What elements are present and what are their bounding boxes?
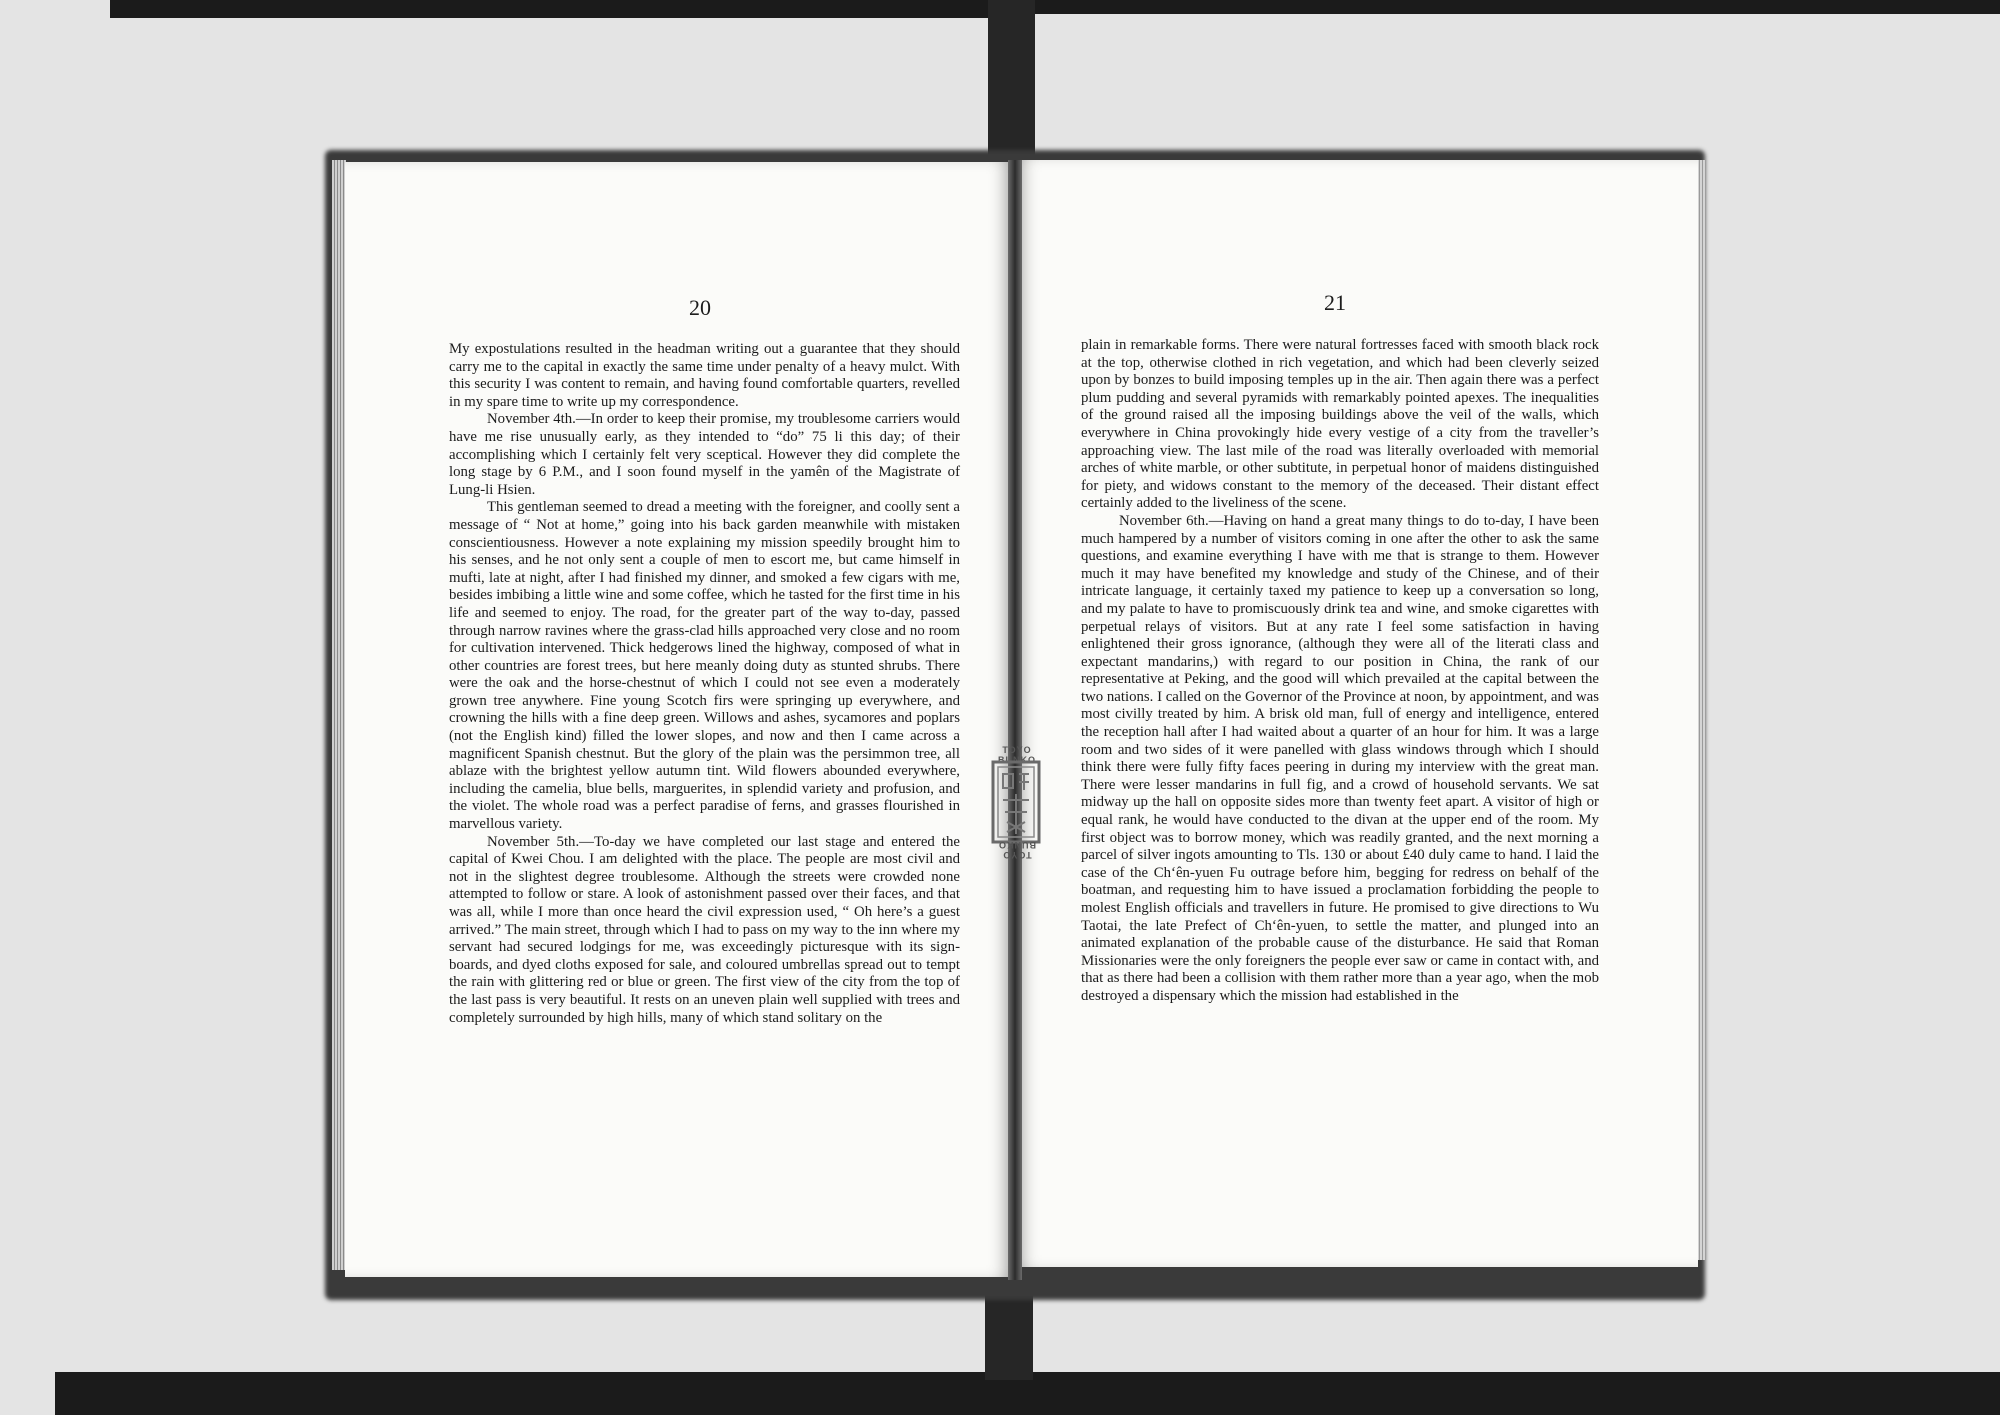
paragraph: plain in remarkable forms. There were natural fortresses faced with smooth black rock at the top, otherwise clothed in rich vegetation, and which had been cleverly seized upon by bonzes to build imposing temples up in the air. Then again there was a perfect plum pudding and several pyramids with remarkably pointed apexes. The inequalities of the ground raised all the imposing buildings above the veil of the walls, which everywhere in China provokingly hide every vestige of a city from the traveller’s approaching view. The last mile of the road was literally overloaded with memorial arches of white marble, or other subtitute, in perpetual honor of maidens distinguished for piety, and widows constant to the memory of the deceased. Their distant effect certainly added to the liveliness of the scene. (1081, 337, 1599, 512)
right-page-text (1081, 337, 1599, 1006)
paragraph: November 5th.—To-day we have completed our last stage and entered the capital of Kwei Chou. I am delighted with the place. The people are most civil and not in the slightest degree troublesome. Although the streets were crowded none attempted to follow or stare. A look of astonishment passed over their faces, and that was all, while I more than once heard the civil expression used, “ Oh here’s a guest arrived.” The main street, through which I had to pass on my way to the inn where my servant had secured lodgings for me, was exceedingly picturesque with its sign-boards, and dyed cloths exposed for sale, and coloured umbrellas spread out to tempt the rain with glittering red or blue or green. The first view of the city from the top of the last pass is very beautiful. It rests on an uneven plain well supplied with trees and completely surrounded by high hills, many of which stand solitary on the (449, 833, 960, 1026)
stamp-label-top: TOYO BUNKO (998, 745, 1036, 765)
library-stamp (988, 745, 1046, 860)
left-page-edges (332, 160, 346, 1270)
right-page-edges (1697, 160, 1705, 1260)
left-page-text (449, 341, 960, 1027)
paragraph: This gentleman seemed to dread a meeting with the foreigner, and coolly sent a message of “ Not at home,” going into his back garden meanwhile with mistaken conscientiousness. However a note explaining my mission speedily brought him to his senses, and he not only sent a couple of men to escort me, but came himself in mufti, late at night, after I had finished my dinner, and smoked a few cigars with me, besides imbibing a little wine and some coffee, which he tasted for the first time in his life and seemed to enjoy. The road, for the greater part of the way to-day, passed through narrow ravines where the grass-clad hills approached very close and no room for cultivation intervened. Thick hedgerows lined the highway, composed of what in other countries are forest trees, but here meanly doing duty as stunted shrubs. There were the oak and the horse-chestnut of which I could not see even a moderately grown tree anywhere. Fine young Scotch firs were springing up everywhere, and crowning the hills with a fine deep green. Willows and ashes, sycamores and poplars (not the English kind) filled the lower slopes, and now and then I came across a magnificent Spanish chestnut. But the glory of the plain was the persimmon tree, all ablaze with the brightest yellow autumn tint. Wild flowers abounded everywhere, including the camelia, blue bells, marguerites, in splendid variety and profusion, and the violet. The whole road was a perfect paradise of ferns, and grasses flourished in marvellous variety. (449, 499, 960, 833)
scanner-border-top-left (110, 0, 990, 18)
paragraph: November 4th.—In order to keep their promise, my troublesome carriers would have me rise unusually early, as they intended to “do” 75 li this day; of their accomplishing which I certainly felt very sceptical. However they did complete the long stage by 6 P.M., and I soon found myself in the yamên of the Magistrate of Lung-li Hsien. (449, 411, 960, 498)
left-page-number: 20 (689, 295, 711, 320)
paragraph: November 6th.—Having on hand a great many things to do to-day, I have been much hampered by a number of visitors coming in one after the other to ask the same questions, and examine everything I have with me that is strange to them. However much it may have benefited my knowledge and study of the Chinese, and of their intricate language, it certainly taxed my patience to keep up a conversation so long, and my palate to have to promiscuously drink tea and wine, and smoke cigarettes with perpetual relays of visitors. But at any rate I feel some satisfaction in having enlightened their gross ignorance, (although they were all of the literati class and expectant mandarins,) with regard to our position in China, the rank of our representative at Peking, and the good will which prevailed at the capital between the two nations. I called on the Governor of the Province at noon, by appointment, and was most civilly treated by him. A brisk old man, full of energy and intelligence, entered the reception hall after I had waited about a quarter of an hour for him. It was a large room and two sides of it were panelled with glass windows through which I should think there were fully fifty faces peering in during my interview with the great man. There were lesser mandarins in full fig, and a crowd of household servants. We sat midway up the hall on opposite sides more than twenty feet apart. A visitor of high or equal rank, he would have conducted to the divan at the upper end of the room. My first object was to borrow money, which was readily granted, and the next morning a parcel of silver ingots amounting to Tls. 130 or about £40 duly came to hand. I laid the case of the Ch‘ên-yuen Fu outrage before him, begging for redress on behalf of the boatman, and requesting him to have issued a proclamation forbidding the people to molest English officials and travellers in future. He promised to give directions to Wu Taotai, the late Prefect of Ch‘ên-yuen, to settle the matter, and plunged into an animated explanation of the probable cause of the disturbance. He said that Roman Missionaries were the only foreigners the people ever saw or came in contact with, and that as there had been a collision with them rather more than a year ago, when the mob destroyed a dispensary which the mission had established in the (1081, 512, 1599, 1004)
scanner-border-top-right (1035, 0, 2000, 14)
book-gutter (1008, 160, 1022, 1280)
right-page-number: 21 (1324, 290, 1346, 315)
paragraph: My expostulations resulted in the headman writing out a guarantee that they should carry me to the capital in exactly the same time under penalty of a heavy mulct. With this security I was content to remain, and having found comfortable quarters, revelled in my spare time to write up my correspondence. (449, 341, 960, 410)
seal-icon (991, 760, 1041, 844)
stamp-label-bottom: TOYO BUNKO (998, 840, 1036, 860)
